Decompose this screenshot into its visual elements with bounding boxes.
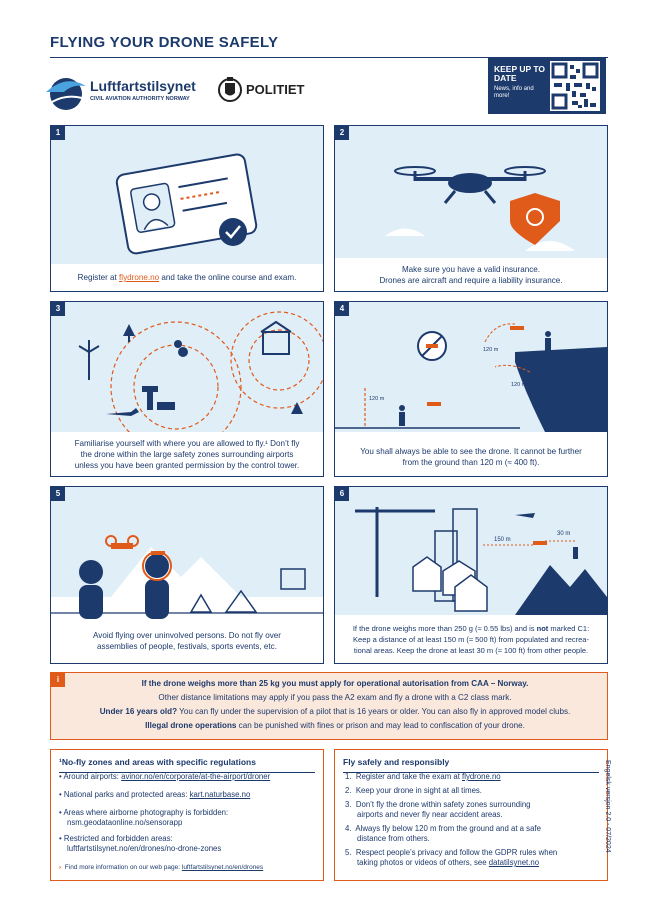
list-item xyxy=(345,848,557,858)
panel-caption-line1: You shall always be able to see the drone. It cannot be further xyxy=(360,447,582,456)
panel-number: 2 xyxy=(335,126,349,140)
avinor-link[interactable]: avinor.no/en/corporate/at-the-airport/droner xyxy=(121,772,271,781)
panel-caption xyxy=(55,272,319,283)
info-bold: Illegal drone operations xyxy=(145,721,237,730)
info-line-1: If the drone weighs more than 25 kg you must apply for operational autorisation from CAA – Norway. xyxy=(141,679,529,688)
fly-safely-box xyxy=(334,749,608,881)
drones-page-link[interactable]: luftfartstilsynet.no/en/drones xyxy=(181,864,264,871)
panel-number: 6 xyxy=(335,487,349,501)
info-line-2: Other distance limitations may apply if you pass the A2 exam and fly a drone with a C2 class mark. xyxy=(158,693,512,702)
list-item xyxy=(345,786,482,796)
panel-caption-line3: unless you have been granted permission by the control tower. xyxy=(74,461,300,470)
fly-safely-title: Fly safely and responsibly xyxy=(343,757,450,767)
info-box xyxy=(50,672,608,740)
info-line-4 xyxy=(71,721,599,730)
item-number: 5. xyxy=(345,848,352,857)
version-note: Engelsk versjon 2.0 - 07/2024 xyxy=(604,760,611,853)
qr-title: KEEP UP TO DATE xyxy=(494,64,546,83)
item-number: 1. xyxy=(345,772,352,781)
info-icon: i xyxy=(51,673,65,687)
panel-caption-line1 xyxy=(339,623,603,634)
item-text: Keep your drone in sight at all times. xyxy=(355,786,482,795)
distance-label-150: 150 m xyxy=(494,537,511,543)
item-label: Restricted and forbidden areas: xyxy=(63,834,173,843)
list-item: • Restricted and forbidden areas: xyxy=(59,834,173,843)
panel-number: 3 xyxy=(51,302,65,316)
item-text: Always fly below 120 m from the ground and at a safe xyxy=(355,824,541,833)
list-item: • Around airports: avinor.no/en/corporate/at-the-airport/droner xyxy=(59,772,271,781)
item-label: Around airports: xyxy=(63,772,122,781)
datatilsynet-link[interactable]: datatilsynet.no xyxy=(488,858,540,867)
caa-logo xyxy=(44,72,214,112)
height-label-c: 120 m xyxy=(369,396,385,402)
panel-caption-line2: Keep a distance of at least 150 m (≈ 500 ft) from populated and recrea- xyxy=(353,635,589,644)
naturbase-link[interactable]: kart.naturbase.no xyxy=(189,790,251,799)
caption-text: Register at xyxy=(77,273,120,282)
list-item xyxy=(345,824,541,834)
list-item xyxy=(345,800,531,810)
item-number: 2. xyxy=(345,786,352,795)
panel-caption-line2: assemblies of people, festivals, sports events, etc. xyxy=(97,642,277,651)
line-of-sight-scene-icon xyxy=(335,302,607,432)
panel-crowds xyxy=(50,486,324,664)
panel-distance xyxy=(334,486,608,664)
info-line-3 xyxy=(71,707,599,716)
populated-area-scene-icon xyxy=(335,487,607,615)
panel-number: 5 xyxy=(51,487,65,501)
item-text-continued xyxy=(357,858,539,868)
crowd-scene-icon xyxy=(51,487,323,622)
qr-code-icon[interactable] xyxy=(550,61,600,111)
police-logo xyxy=(218,74,328,114)
police-name: POLITIET xyxy=(246,82,305,97)
panel-caption-line1: Familiarise yourself with where you are allowed to fly.¹ Don’t fly xyxy=(74,439,300,448)
info-text: can be punished with fines or prison and may lead to confiscation of your drone. xyxy=(236,721,525,730)
list-item: • National parks and protected areas: kart.naturbase.no xyxy=(59,790,251,799)
no-fly-zones-box xyxy=(50,749,324,881)
sensorapp-link[interactable]: nsm.geodataonline.no/sensorapp xyxy=(67,818,183,827)
safety-zones-map-icon xyxy=(51,302,323,432)
panel-caption-line1: Make sure you have a valid insurance. xyxy=(401,265,541,274)
caa-logo-icon xyxy=(44,72,88,112)
caa-name: Luftfartstilsynet xyxy=(90,78,196,94)
flydrone-link[interactable]: flydrone.no xyxy=(119,273,160,282)
insured-drone-icon xyxy=(375,141,575,256)
caption-text: marked C1: xyxy=(548,624,590,633)
item-text-continued: airports and never fly near accident areas. xyxy=(357,810,503,819)
footer-note xyxy=(59,863,263,873)
info-bold: Under 16 years old? xyxy=(99,707,178,716)
panel-caption-line3: tional areas. Keep the drone at least 30 m (≈ 100 ft) from other people. xyxy=(353,646,589,655)
no-fly-zones-title: ¹No-fly zones and areas with specific regulations xyxy=(59,757,256,767)
caption-text: If the drone weighs more than 250 g (≈ 0.55 lbs) and is xyxy=(352,624,537,633)
panel-caption-line2: from the ground than 120 m (≈ 400 ft). xyxy=(402,458,540,467)
keep-up-to-date-box[interactable] xyxy=(488,58,606,114)
footer-text: Find more information on our web page: xyxy=(64,864,182,871)
caption-bold: not xyxy=(536,624,549,633)
item-text: Respect people’s privacy and follow the GDPR rules when xyxy=(355,848,558,857)
qr-subtitle: News, info and more! xyxy=(494,86,534,99)
height-label-b: 120 m xyxy=(511,382,527,388)
item-number: 3. xyxy=(345,800,352,809)
item-text: taking photos or videos of others, see xyxy=(357,858,489,867)
list-item: • Areas where airborne photography is forbidden: xyxy=(59,808,229,817)
drone-license-card-icon xyxy=(111,146,261,256)
distance-label-30: 30 m xyxy=(557,531,571,537)
item-text-continued: distance from others. xyxy=(357,834,430,843)
height-label-a: 120 m xyxy=(483,347,499,353)
no-drone-zones-link[interactable]: luftfartstilsynet.no/en/drones/no-drone-zones xyxy=(67,844,222,853)
info-text: You can fly under the supervision of a pilot that is 16 years or older. You can also fly in approved model clubs. xyxy=(177,707,571,716)
item-label: Areas where airborne photography is forbidden: xyxy=(63,808,229,817)
panel-register xyxy=(50,125,324,292)
police-crest-icon xyxy=(218,74,242,106)
item-label: National parks and protected areas: xyxy=(63,790,190,799)
panel-caption-line2: Drones are aircraft and require a liability insurance. xyxy=(379,276,563,285)
caa-subtitle: CIVIL AVIATION AUTHORITY NORWAY xyxy=(90,96,190,102)
panel-line-of-sight xyxy=(334,301,608,477)
panel-airport-zones xyxy=(50,301,324,477)
chevron-right-icon: › xyxy=(59,864,62,871)
caption-text: and take the online course and exam. xyxy=(159,273,297,282)
panel-insurance xyxy=(334,125,608,292)
page-title: FLYING YOUR DRONE SAFELY xyxy=(50,34,279,51)
flydrone-link[interactable]: flydrone.no xyxy=(462,772,501,781)
panel-number: 4 xyxy=(335,302,349,316)
panel-caption-line2: the drone within the large safety zones surrounding airports xyxy=(80,450,294,459)
item-number: 4. xyxy=(345,824,352,833)
list-item xyxy=(345,772,501,782)
panel-caption-line1: Avoid flying over uninvolved persons. Do not fly over xyxy=(93,631,281,640)
panel-number: 1 xyxy=(51,126,65,140)
item-text: Register and take the exam at xyxy=(355,772,463,781)
item-text: Don’t fly the drone within safety zones surrounding xyxy=(355,800,531,809)
